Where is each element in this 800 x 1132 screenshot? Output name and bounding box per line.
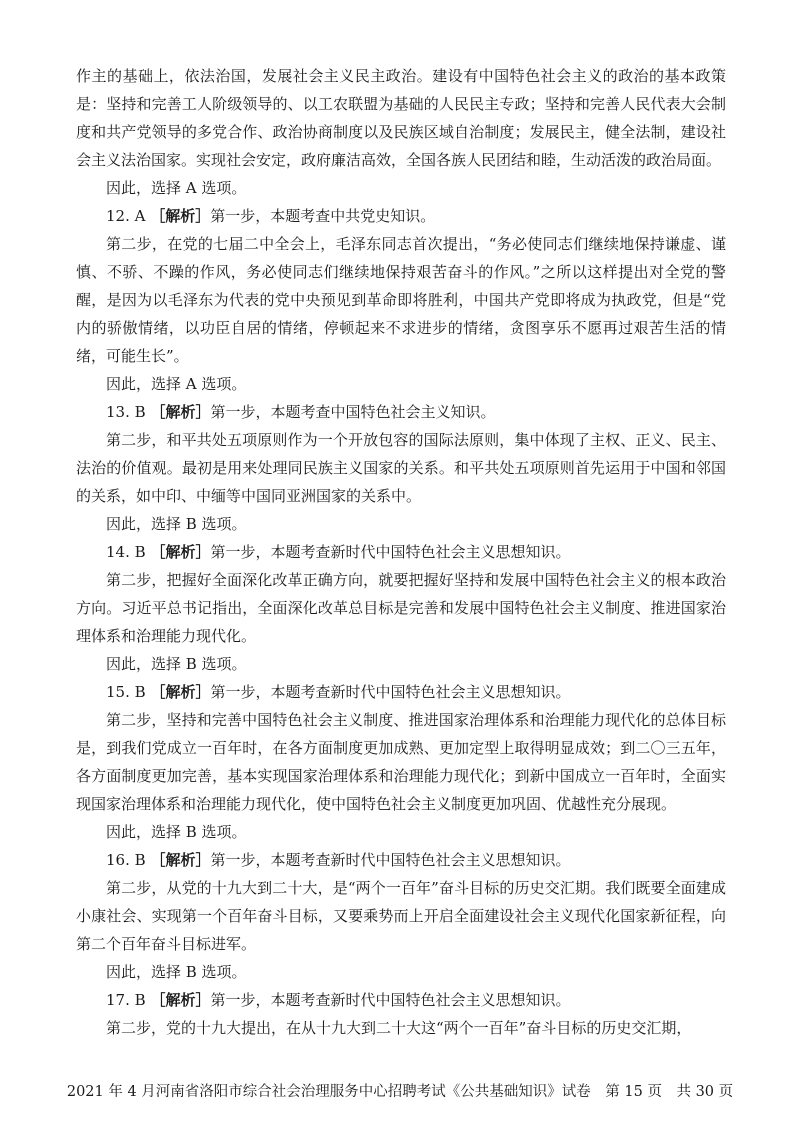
- analysis-tag: ［解析］: [150, 683, 211, 701]
- paragraph: 因此，选择 A 选项。: [106, 179, 247, 197]
- answer-number: 17. B: [106, 991, 146, 1009]
- document-body: [76, 62, 726, 1042]
- answer-number: 16. B: [106, 851, 146, 869]
- analysis-tag: ［解析］: [150, 543, 211, 561]
- answer-heading: [76, 538, 726, 566]
- answer-heading-text: 第一步，本题考查新时代中国特色社会主义思想知识。: [210, 683, 571, 701]
- answer-number: 12. A: [106, 207, 146, 225]
- analysis-tag: ［解析］: [150, 207, 211, 225]
- analysis-tag: ［解析］: [150, 851, 211, 869]
- answer-heading-text: 第一步，本题考查新时代中国特色社会主义思想知识。: [210, 543, 571, 561]
- answer-heading-text: 第一步，本题考查中国特色社会主义知识。: [210, 403, 496, 421]
- answer-heading: [76, 202, 726, 230]
- paragraph: 因此，选择 B 选项。: [106, 655, 247, 673]
- answer-heading-text: 第一步，本题考查新时代中国特色社会主义思想知识。: [210, 991, 571, 1009]
- paragraph: 第二步，坚持和完善中国特色社会主义制度、推进国家治理体系和治理能力现代化的总体目标是，到我们党成立一百年时，在各方面制度更加成熟、更加定型上取得明显成效；到二〇三五年，各方面制度更加完善，基本实现国家治理体系和治理能力现代化；到新中国成立一百年时，全面实现国家治理体系和治理能力现代化，使中国特色社会主义制度更加巩固、优越性充分展现。: [76, 711, 726, 813]
- answer-heading: [76, 986, 726, 1014]
- answer-heading-text: 第一步，本题考查中共党史知识。: [210, 207, 436, 225]
- paragraph: 因此，选择 B 选项。: [106, 515, 247, 533]
- analysis-tag: ［解析］: [150, 991, 211, 1009]
- answer-heading: [76, 398, 726, 426]
- answer-number: 14. B: [106, 543, 146, 561]
- analysis-tag: ［解析］: [150, 403, 211, 421]
- paragraph: 因此，选择 B 选项。: [106, 823, 247, 841]
- answer-heading: [76, 678, 726, 706]
- paragraph: 第二步，在党的七届二中全会上，毛泽东同志首次提出，“务必使同志们继续地保持谦虚、谨慎、不骄、不躁的作风，务必使同志们继续地保持艰苦奋斗的作风。”之所以这样提出对全党的警醒，是因为以毛泽东为代表的党中央预见到革命即将胜利，中国共产党即将成为执政党，但是“党内的骄傲情绪，以功臣自居的情绪，停顿起来不求进步的情绪，贪图享乐不愿再过艰苦生活的情绪，可能生长”。: [76, 235, 726, 365]
- paragraph: 因此，选择 B 选项。: [106, 963, 247, 981]
- paragraph: 第二步，从党的十九大到二十大，是“两个一百年”奋斗目标的历史交汇期。我们既要全面建成小康社会、实现第一个百年奋斗目标，又要乘势而上开启全面建设社会主义现代化国家新征程，向第二个百年奋斗目标进军。: [76, 879, 726, 953]
- answer-number: 13. B: [106, 403, 146, 421]
- page-footer: 2021 年 4 月河南省洛阳市综合社会治理服务中心招聘考试《公共基础知识》试卷 第 15 页 共 30 页: [66, 1084, 734, 1100]
- paragraph: 第二步，党的十九大提出，在从十九大到二十大这“两个一百年”奋斗目标的历史交汇期，: [106, 1019, 692, 1037]
- paragraph: 第二步，把握好全面深化改革正确方向，就要把握好坚持和发展中国特色社会主义的根本政治方向。习近平总书记指出，全面深化改革总目标是完善和发展中国特色社会主义制度、推进国家治理体系和治理能力现代化。: [76, 571, 726, 645]
- answer-heading: [76, 846, 726, 874]
- paragraph: 因此，选择 A 选项。: [106, 375, 247, 393]
- answer-heading-text: 第一步，本题考查新时代中国特色社会主义思想知识。: [210, 851, 571, 869]
- paragraph: 第二步，和平共处五项原则作为一个开放包容的国际法原则，集中体现了主权、正义、民主、法治的价值观。最初是用来处理同民族主义国家的关系。和平共处五项原则首先运用于中国和邻国的关系，如中印、中缅等中国同亚洲国家的关系中。: [76, 431, 726, 505]
- answer-number: 15. B: [106, 683, 146, 701]
- paragraph: 作主的基础上，依法治国，发展社会主义民主政治。建设有中国特色社会主义的政治的基本政策是：坚持和完善工人阶级领导的、以工农联盟为基础的人民民主专政；坚持和完善人民代表大会制度和共产党领导的多党合作、政治协商制度以及民族区域自治制度；发展民主，健全法制，建设社会主义法治国家。实现社会安定，政府廉洁高效，全国各族人民团结和睦，生动活泼的政治局面。: [76, 67, 726, 169]
